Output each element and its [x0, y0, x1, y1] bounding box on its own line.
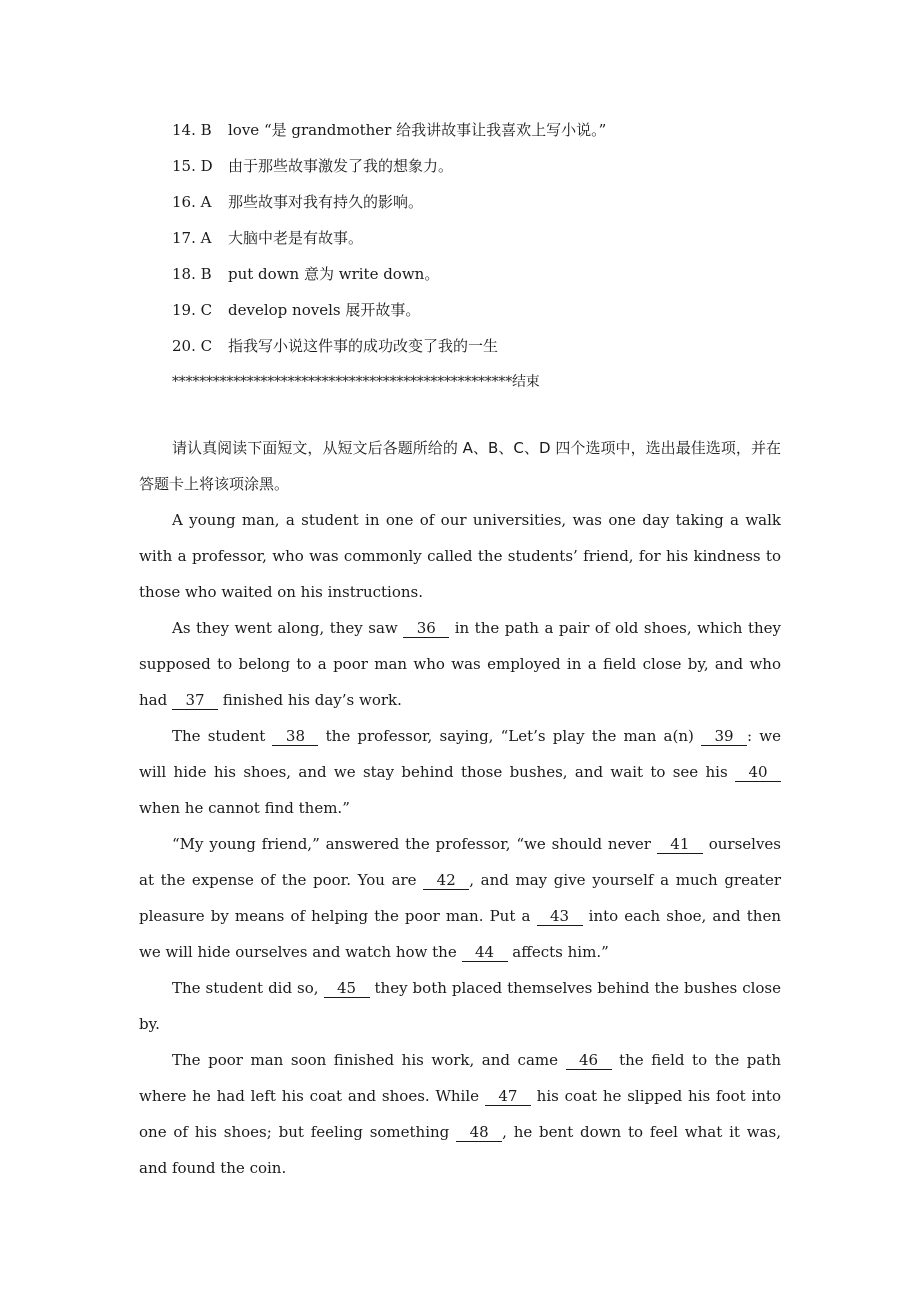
answer-line-18 [172, 262, 606, 298]
answer-number: 18. B [172, 265, 212, 283]
blank-37: 37 [172, 691, 218, 710]
text-run: the field to the path where he had left his coat and shoes. While [139, 1051, 782, 1105]
answer-text: develop novels 展开故事。 [228, 301, 421, 319]
blank-41: 41 [657, 835, 703, 854]
blank-43: 43 [537, 907, 583, 926]
text-run: The student [172, 727, 273, 745]
blank-48: 48 [456, 1123, 502, 1142]
blank-42: 42 [423, 871, 469, 890]
text-run: “My young friend,” answered the professor, “we should never [172, 835, 657, 853]
blank-36: 36 [403, 619, 449, 638]
answer-line-15 [172, 154, 606, 190]
text-run: The student did so, [172, 979, 324, 997]
answer-text: 那些故事对我有持久的影响。 [228, 193, 424, 211]
paragraph-2 [139, 610, 781, 718]
paragraph-5 [139, 970, 781, 1042]
text-run: : we will hide his shoes, and we stay behind those bushes, and wait to see his [139, 727, 781, 781]
answer-number: 16. A [172, 193, 212, 211]
paragraph-3 [139, 718, 781, 826]
answer-text: 大脑中老是有故事。 [228, 229, 364, 247]
answer-number: 15. D [172, 157, 213, 175]
blank-47: 47 [485, 1087, 531, 1106]
text-run: ourselves at the expense of the poor. You are [139, 835, 781, 889]
answer-explanations [172, 118, 606, 406]
blank-38: 38 [272, 727, 318, 746]
blank-44: 44 [462, 943, 508, 962]
paragraph-6 [139, 1042, 781, 1186]
answer-text: love “是 grandmother 给我讲故事让我喜欢上写小说。” [228, 121, 607, 139]
text-run: , and may give yourself a much greater pleasure by means of helping the poor man. Put a [139, 871, 781, 925]
end-marker: **************************************************结束 [172, 374, 540, 390]
text-run: the professor, saying, “Let’s play the man a(n) [318, 727, 702, 745]
blank-46: 46 [566, 1051, 612, 1070]
blank-40: 40 [735, 763, 781, 782]
answer-text: put down 意为 write down。 [228, 265, 440, 283]
answer-line-17 [172, 226, 606, 262]
instructions: 请认真阅读下面短文，从短文后各题所给的 A、B、C、D 四个选项中，选出最佳选项，并在答题卡上将该项涂黑。 [139, 439, 781, 493]
answer-line-20 [172, 334, 606, 370]
answer-text: 由于那些故事激发了我的想象力。 [228, 157, 454, 175]
answer-text: 指我写小说这件事的成功改变了我的一生 [228, 337, 499, 355]
text-run: they both placed themselves behind the bushes close by. [139, 979, 781, 1033]
text-run: finished his day’s work. [217, 691, 402, 709]
answer-line-14 [172, 118, 606, 154]
answer-number: 14. B [172, 121, 212, 139]
blank-45: 45 [324, 979, 370, 998]
text-run: As they went along, they saw [172, 619, 404, 637]
text-run: affects him.” [507, 943, 609, 961]
text-run: into each shoe, and then we will hide ourselves and watch how the [139, 907, 781, 961]
answer-number: 20. C [172, 337, 213, 355]
text-run: his coat he slipped his foot into one of his shoes; but feeling something [139, 1087, 781, 1141]
text-run: , he bent down to feel what it was, and found the coin. [139, 1123, 781, 1177]
answer-line-19 [172, 298, 606, 334]
text-run: when he cannot find them.” [139, 799, 350, 817]
answer-number: 17. A [172, 229, 212, 247]
paragraph-4 [139, 826, 781, 970]
answer-line-16 [172, 190, 606, 226]
blank-39: 39 [701, 727, 747, 746]
text-run: in the path a pair of old shoes, which they supposed to belong to a poor man who was employed in a field close by, and who had [139, 619, 781, 709]
answer-number: 19. C [172, 301, 213, 319]
cloze-passage [139, 430, 781, 1186]
paragraph-1: A young man, a student in one of our universities, was one day taking a walk with a professor, who was commonly called the students’ friend, for his kindness to those who waited on his instructions. [139, 511, 781, 601]
text-run: The poor man soon finished his work, and came [172, 1051, 566, 1069]
